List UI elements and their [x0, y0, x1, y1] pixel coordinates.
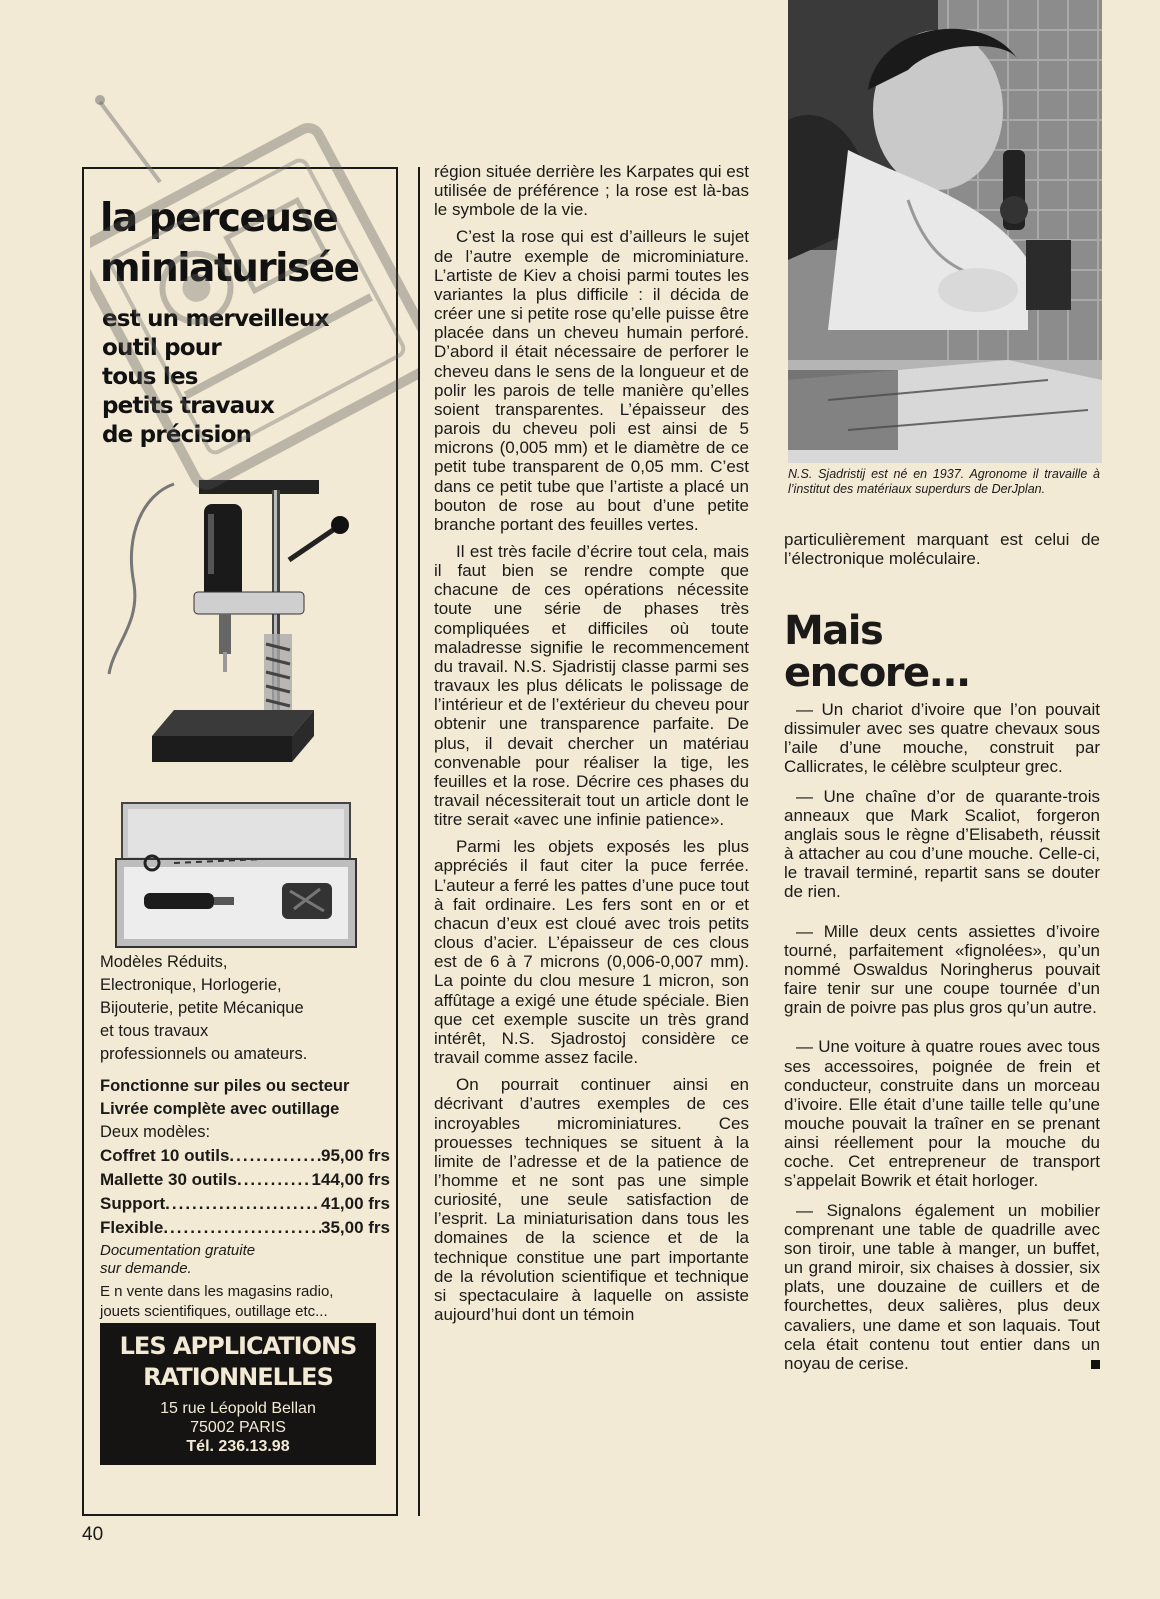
price-label: Mallette 30 outils: [100, 1170, 237, 1189]
ad-feature: Livrée complète avec outillage: [100, 1100, 340, 1118]
price-row: [100, 1216, 390, 1240]
company-name-line: RATIONNELLES: [143, 1363, 333, 1391]
company-name: [100, 1331, 376, 1393]
price-value: 35,00 frs: [321, 1218, 390, 1237]
list-item: — Un chariot d’ivoire que l’on pouvait dissimuler avec ses quatre chevaux sous l’aile d’une mouche, construit par Callicrates, le célèbre sculpteur grec.: [784, 700, 1100, 777]
price-row: [100, 1168, 390, 1192]
article-paragraph: On pourrait continuer ainsi en décrivant d’autres exemples de ces incroyables microminiatures. Ces prouesses techniques se situent à la limite de l’adresse et de la patience de l’homme et ne sont pas une simple curiosité, une seule satisfaction de l’esprit. La miniaturisation dans tous les domaines de la science et de la technique constitue une part importante de la révolution scientifique et technique si spectaculaire à laquelle on assiste aujourd’hui dont un témoin: [434, 1075, 749, 1325]
ad-documentation: [100, 1242, 390, 1278]
article-column-2: [434, 162, 749, 1332]
ad-sale-line: jouets scientifiques, outillage etc...: [100, 1303, 328, 1320]
price-value: 41,00 frs: [321, 1194, 390, 1213]
ad-documentation-line: Documentation gratuite: [100, 1242, 256, 1259]
ad-subtitle-line: est un merveilleux: [102, 306, 329, 332]
company-phone: Tél. 236.13.98: [186, 1438, 290, 1455]
ad-documentation-line: sur demande.: [100, 1260, 192, 1277]
photo-caption: N.S. Sjadristij est né en 1937. Agronome il travaille à l’institut des matériaux superdurs de DerJplan.: [788, 467, 1100, 496]
article-paragraph: Parmi les objets exposés les plus appréciés il faut citer la puce ferrée. L’auteur a ferré les pattes d’une puce tout à fait ordinaire. Les fers sont en or et chacun d’eux est cloué avec trois petits clous d’acier. L’épaisseur de ces clous est de 6 à 7 microns (0,006-0,007 mm). La pointe du clou mesure 1 micron, son affûtage a exigé une étude spéciale. Bien que cet exemple suscite un très grand intérêt, N.S. Sjadrostoj considère ce travail comme assez facile.: [434, 837, 749, 1068]
list-item: — Mille deux cents assiettes d’ivoire tourné, parfaitement «fignolées», qu’un nommé Oswaldus Noringherus pouvait faire tenir sur une coupe tournée d’un grain de poivre pas plus gros qu’un autre.: [784, 921, 1100, 1018]
article-column-3: [784, 530, 1100, 578]
article-paragraph: région située derrière les Karpates qui est utilisée de préférence ; la rose est là-bas le symbole de la vie.: [434, 162, 749, 220]
price-value: 144,00 frs: [311, 1170, 390, 1189]
ad-feature: Fonctionne sur piles ou secteur: [100, 1077, 350, 1095]
article-paragraph: particulièrement marquant est celui de l’électronique moléculaire.: [784, 530, 1100, 569]
section-heading-line: encore...: [784, 650, 970, 696]
price-label: Flexible: [100, 1218, 164, 1237]
ad-subtitle: [102, 305, 329, 450]
ad-body: [100, 951, 390, 1322]
company-address-line: 15 rue Léopold Bellan: [160, 1400, 316, 1417]
ad-sale-line: E n vente dans les magasins radio,: [100, 1283, 334, 1300]
price-label: Coffret 10 outils: [100, 1146, 230, 1165]
ad-models-label: Deux modèles:: [100, 1123, 211, 1141]
ad-usage-line: et tous travaux: [100, 1022, 209, 1040]
ad-subtitle-line: outil pour: [102, 335, 221, 361]
company-block: [100, 1323, 376, 1465]
artisan-photo: [788, 0, 1102, 463]
price-row: [100, 1144, 390, 1168]
section-heading: [784, 610, 970, 694]
ad-subtitle-line: petits travaux: [102, 393, 275, 419]
ad-sale-info: [100, 1282, 390, 1322]
page-number: 40: [82, 1524, 104, 1545]
list-item: — Une chaîne d’or de quarante-trois anneaux que Mark Scaliot, forgeron anglais sous le règne d’Elisabeth, réussit à attacher au cou d’une mouche. Celle-ci, le travail terminé, repartit sans se douter de rien.: [784, 786, 1100, 902]
list-item-text: — Signalons également un mobilier comprenant une table de quadrille avec son tiroir, une table à manger, un buffet, un grand miroir, six chaises à dossier, six plats, une douzaine de cuillers et de fourchettes, deux salières, plus deux cavaliers, une dame et son laquais. Tout cela était contenu tout entier dans un noyau de cerise.: [784, 1200, 1100, 1373]
price-leader: [229, 1144, 321, 1168]
price-value: 95,00 frs: [321, 1146, 390, 1165]
curiosities-list: [784, 700, 1100, 1383]
ad-subtitle-line: de précision: [102, 422, 252, 448]
ad-usage-line: Modèles Réduits,: [100, 953, 228, 971]
company-address: [100, 1399, 376, 1456]
article-paragraph: C’est la rose qui est d’ailleurs le sujet de l’autre exemple de microminiature. L’artiste de Kiev a choisi parmi toutes les variantes la plus difficile : il décida de créer une si petite rose qu’elle puisse être placée dans un cheveu humain perforé. D’abord il était nécessaire de perforer le cheveu dans le sens de la longueur et de polir les parois de telle manière qu’elles soient transparentes. L’épaisseur des parois du cheveu poli est ainsi de 5 microns (0,005 mm) et le diamètre de ce petit tube transparent de 0,05 mm. C’est dans ce petit tube que l’artiste a placé un bouton de rose au bout d’une petite branche portant des feuilles vertes.: [434, 227, 749, 534]
company-name-line: LES APPLICATIONS: [119, 1332, 357, 1360]
column-divider: [418, 167, 420, 1516]
drill-case-photo: [114, 801, 359, 951]
ad-title: [100, 194, 359, 294]
ad-usage-line: professionnels ou amateurs.: [100, 1045, 308, 1063]
end-of-article-mark: [1091, 1360, 1100, 1369]
article-paragraph: Il est très facile d’écrire tout cela, mais il faut bien se rendre compte que chacune de ces opérations nécessite toute une série de phases très compliquées et difficiles où toute maladresse signifie le recommencement du travail. N.S. Sjadristij classe parmi ses travaux les plus délicats le polissage de l’intérieur et de l’extérieur du cheveu pour obtenir une transparence parfaite. De plus, il devait chercher un matériau convenable pour réaliser la tige, les feuilles et la rose. Décrire ces phases du travail nécessiterait tout un article dont le titre serait «avec une infinie patience».: [434, 541, 749, 830]
price-label: Support: [100, 1194, 166, 1213]
price-leader: [165, 1192, 321, 1216]
price-leader: [237, 1168, 312, 1192]
section-heading-line: Mais: [784, 608, 883, 654]
company-address-line: 75002 PARIS: [190, 1419, 286, 1436]
drill-advertisement: [82, 167, 398, 1516]
list-item: — Une voiture à quatre roues avec tous ses accessoires, poignée de frein et conducteur, construite dans un morceau d’ivoire. Elle était d’une taille telle qu’une mouche pouvait la traîner en se prenant ainsi réellement pour la mouche du coche. Cet entrepreneur de transport s’appelait Bowrik et était horloger.: [784, 1037, 1100, 1191]
ad-title-line: miniaturisée: [100, 246, 359, 291]
ad-subtitle-line: tous les: [102, 364, 198, 390]
list-item: [784, 1201, 1100, 1373]
ad-usage-line: Electronique, Horlogerie,: [100, 976, 282, 994]
ad-title-line: la perceuse: [100, 196, 338, 241]
drill-press-photo: [104, 474, 384, 774]
price-row: [100, 1192, 390, 1216]
ad-usage-line: Bijouterie, petite Mécanique: [100, 999, 304, 1017]
price-leader: [163, 1216, 321, 1240]
